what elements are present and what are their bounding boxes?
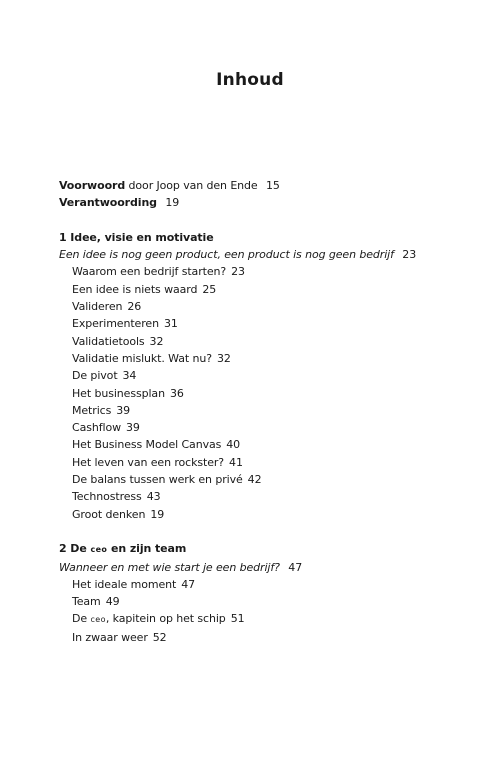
section-title: Experimenteren <box>72 317 159 331</box>
section-title: De balans tussen werk en privé <box>72 473 243 487</box>
section-title: Team <box>72 595 101 609</box>
chapter-2-heading[interactable] <box>59 540 479 558</box>
page-number: 40 <box>226 438 241 452</box>
section-title: Het leven van een rockster? <box>72 455 225 469</box>
chapter-number: 1 <box>59 230 67 244</box>
page-number: 43 <box>146 490 161 504</box>
toc-section[interactable] <box>59 576 479 593</box>
toc-section[interactable] <box>59 333 479 350</box>
chapter-title-pre: De <box>70 542 87 556</box>
page-number: 26 <box>127 300 142 314</box>
chapter-1-intro[interactable] <box>59 246 479 263</box>
toc-section[interactable] <box>59 419 479 436</box>
page-number: 39 <box>125 421 140 435</box>
chapter-1-heading[interactable] <box>59 229 479 246</box>
toc-section[interactable] <box>59 315 479 332</box>
page-title: Inhoud <box>216 70 284 90</box>
section-title: Cashflow <box>72 421 121 435</box>
section-title-pre: De <box>72 612 88 626</box>
section-title: Het Business Model Canvas <box>72 438 222 452</box>
page-number: 39 <box>116 403 131 417</box>
spacer <box>59 212 479 229</box>
entry-label: Voorwoord <box>59 179 126 192</box>
page-number: 25 <box>202 282 217 296</box>
section-title: Technostress <box>72 490 142 504</box>
section-title: Validatietools <box>72 334 145 348</box>
toc-section[interactable] <box>59 629 479 646</box>
section-title: Groot denken <box>72 507 146 521</box>
page-number: 32 <box>217 351 231 365</box>
section-title: Valideren <box>72 300 123 314</box>
page-number: 23 <box>231 265 245 279</box>
toc-section[interactable] <box>59 263 479 280</box>
section-title: Het businessplan <box>72 386 165 400</box>
chapter-title-smallcaps: ceo <box>90 545 108 555</box>
toc-section[interactable] <box>59 593 479 610</box>
toc-entry-verantwoording[interactable] <box>59 194 479 211</box>
section-title: Het ideale moment <box>72 577 177 591</box>
toc-section[interactable] <box>59 367 479 384</box>
page-number: 51 <box>230 612 245 626</box>
spacer <box>59 523 479 540</box>
page-number: 34 <box>122 369 137 383</box>
toc-section[interactable] <box>59 385 479 402</box>
section-title: Metrics <box>72 403 112 417</box>
page-number: 32 <box>149 334 164 348</box>
page-number: 47 <box>181 577 196 591</box>
toc-entry-voorwoord[interactable] <box>59 177 479 194</box>
chapter-intro-text: Een idee is nog geen product, een product is nog geen bedrijf <box>59 248 394 262</box>
page-number: 15 <box>266 179 280 192</box>
chapter-title: Idee, visie en motivatie <box>70 230 214 244</box>
page-number: 47 <box>288 560 303 574</box>
page-number: 41 <box>229 455 243 469</box>
section-title: Waarom een bedrijf starten? <box>72 265 227 279</box>
toc-section[interactable] <box>59 436 479 453</box>
page-number: 42 <box>247 473 262 487</box>
toc-section[interactable] <box>59 298 479 315</box>
entry-subtitle: door Joop van den Ende <box>128 179 258 192</box>
page-number: 19 <box>150 507 165 521</box>
page-number: 19 <box>165 196 180 210</box>
toc-section[interactable] <box>59 471 479 488</box>
page-number: 31 <box>163 317 178 331</box>
chapter-title-post: en zijn team <box>111 542 187 556</box>
toc-section[interactable] <box>59 350 479 367</box>
section-title: De pivot <box>72 369 118 383</box>
toc-section[interactable] <box>59 506 479 523</box>
page-number: 36 <box>169 386 184 400</box>
section-title: Een idee is niets waard <box>72 282 198 296</box>
page-number: 52 <box>152 630 167 644</box>
table-of-contents <box>59 177 479 646</box>
page-number: 23 <box>402 248 417 262</box>
section-title: Validatie mislukt. Wat nu? <box>72 351 212 365</box>
section-title-smallcaps: ceo <box>90 615 106 625</box>
toc-section[interactable] <box>59 281 479 298</box>
toc-section[interactable] <box>59 402 479 419</box>
toc-section[interactable] <box>59 610 479 628</box>
entry-label: Verantwoording <box>59 196 157 210</box>
section-title-post: , kapitein op het schip <box>105 612 226 626</box>
toc-section[interactable] <box>59 454 479 471</box>
toc-section[interactable] <box>59 488 479 505</box>
chapter-intro-text: Wanneer en met wie start je een bedrijf? <box>59 560 280 574</box>
page-number: 49 <box>105 595 120 609</box>
chapter-2-intro[interactable] <box>59 559 479 576</box>
chapter-number: 2 <box>59 542 67 556</box>
section-title: In zwaar weer <box>72 630 148 644</box>
